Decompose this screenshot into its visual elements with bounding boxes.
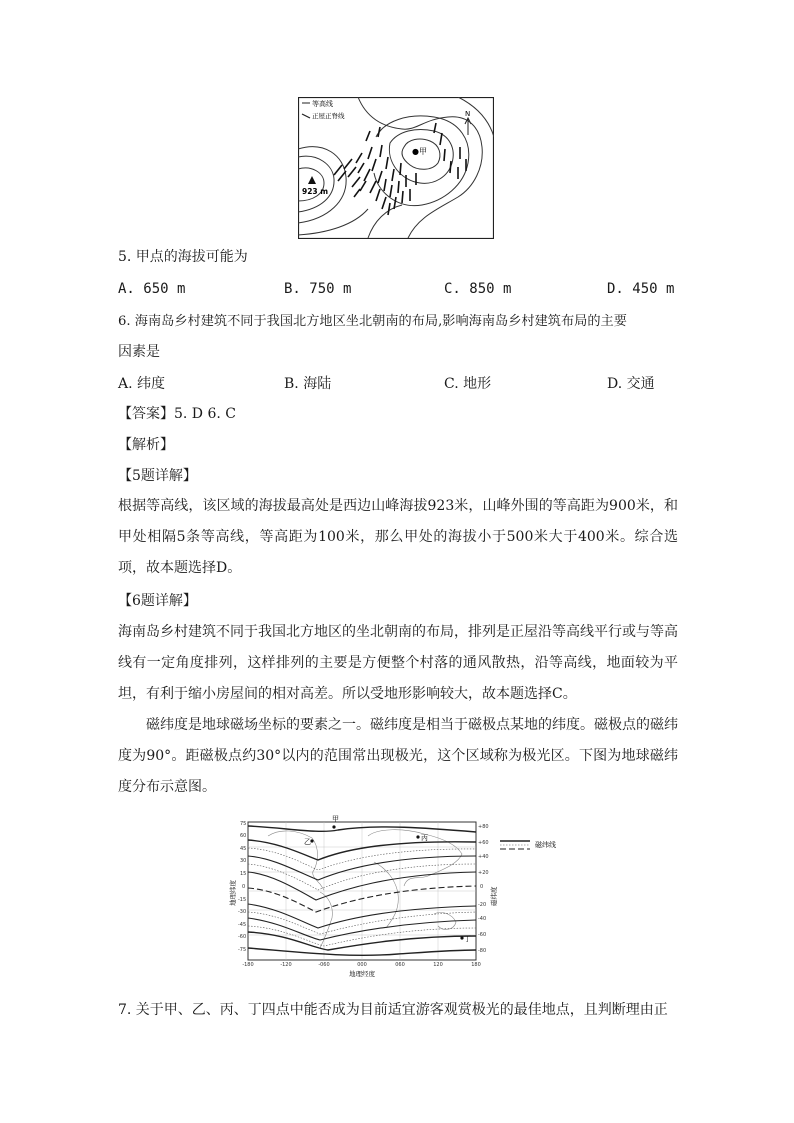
left-ticks [238, 821, 246, 953]
q5-option-c: C. 850 m [444, 281, 512, 297]
left-axis-label: 地理纬度 [229, 880, 237, 906]
answer-line: 【答案】5. D 6. C [118, 406, 237, 422]
q6-stem-line2: 因素是 [118, 344, 160, 360]
map2-legend [500, 840, 556, 849]
q6-option-c: C. 地形 [444, 376, 492, 392]
q7-stem: 7. 关于甲、乙、丙、丁四点中能否成为目前适宜游客观赏极光的最佳地点，且判断理由正 [118, 1002, 668, 1018]
svg-text:000: 000 [357, 962, 367, 968]
q6-option-b: B. 海陆 [284, 376, 332, 392]
q5-option-b: B. 750 m [284, 281, 352, 297]
q5-detail-text: 根据等高线，该区域的海拔最高处是西边山峰海拔923米，山峰外围的等高距为900米，和甲处相隔5条等高线，等高距为100米，那么甲处的海拔小于500米大于400米。综合选项，故本题选择D。 [118, 498, 678, 576]
svg-text:-15: -15 [238, 897, 247, 903]
svg-text:-180: -180 [242, 962, 254, 968]
svg-text:75: 75 [240, 821, 247, 827]
q6-option-a: A. 纬度 [118, 376, 166, 392]
svg-text:-60: -60 [478, 932, 487, 938]
svg-text:-80: -80 [478, 948, 487, 954]
north-label: N [465, 110, 471, 118]
svg-text:0: 0 [242, 884, 246, 890]
svg-text:120: 120 [433, 962, 443, 968]
point-ding: 丁 [464, 935, 471, 943]
legend-ridge-label: 正屋正脊线 [312, 112, 345, 120]
right-ticks [478, 824, 489, 954]
point-bing-marker [416, 835, 419, 838]
point-jia: 甲 [332, 815, 339, 823]
svg-text:+20: +20 [478, 870, 489, 876]
svg-text:-45: -45 [238, 922, 247, 928]
legend-contour-label: 等高线 [312, 100, 333, 108]
point-yi: 乙 [304, 838, 311, 846]
x-axis-label: 地理经度 [349, 970, 375, 978]
svg-text:60: 60 [240, 833, 247, 839]
svg-text:30: 30 [240, 858, 247, 864]
contour-map-figure [298, 97, 494, 239]
point-bing: 丙 [421, 834, 428, 842]
q5-option-a: A. 650 m [118, 281, 186, 297]
bottom-ticks [242, 962, 480, 968]
svg-text:-30: -30 [238, 909, 247, 915]
svg-text:-20: -20 [478, 902, 487, 908]
q6-detail-text: 海南岛乡村建筑不同于我国北方地区的坐北朝南的布局，排列是正屋沿等高线平行或与等高线有一定角度排列，这样排列的主要是方便整个村落的通风散热，沿等高线，地面较为平坦，有利于缩小房屋间的相对高差。所以受地形影响较大，故本题选择C。 [118, 624, 678, 702]
svg-text:+40: +40 [478, 854, 489, 860]
svg-text:0: 0 [480, 884, 484, 890]
svg-text:+60: +60 [478, 840, 489, 846]
svg-text:060: 060 [395, 962, 405, 968]
intro-paragraph: 磁纬度是地球磁场坐标的要素之一。磁纬度是相当于磁极点某地的纬度。磁极点的磁纬度为90°。距磁极点约30°以内的范围常出现极光，这个区域称为极光区。下图为地球磁纬度分布示意图。 [118, 717, 678, 795]
legend-magnetic-label: 磁纬线 [535, 841, 556, 849]
svg-text:15: 15 [240, 871, 247, 877]
svg-text:180: 180 [471, 962, 481, 968]
q6-detail-heading: 【6题详解】 [118, 593, 197, 609]
svg-text:-120: -120 [280, 962, 292, 968]
svg-text:+80: +80 [478, 824, 489, 830]
right-axis-label: 磁纬度 [490, 886, 498, 906]
svg-text:-40: -40 [478, 916, 487, 922]
svg-text:-75: -75 [238, 947, 247, 953]
analysis-heading: 【解析】 [118, 437, 174, 453]
q5-detail-heading: 【5题详解】 [118, 468, 197, 484]
point-jia-marker [332, 825, 335, 828]
point-jia-label: ●甲 [412, 147, 427, 156]
q6-option-d: D. 交通 [607, 376, 655, 392]
q6-stem-line1: 6. 海南岛乡村建筑不同于我国北方地区坐北朝南的布局,影响海南岛乡村建筑布局的主要 [118, 314, 627, 329]
magnetic-latitude-figure [228, 814, 574, 980]
q5-stem: 5. 甲点的海拔可能为 [118, 249, 248, 265]
svg-text:-060: -060 [318, 962, 330, 968]
svg-text:-60: -60 [238, 934, 247, 940]
svg-text:45: 45 [240, 846, 247, 852]
peak-elevation-label: 923 m [302, 187, 329, 196]
q5-option-d: D. 450 m [607, 281, 675, 297]
